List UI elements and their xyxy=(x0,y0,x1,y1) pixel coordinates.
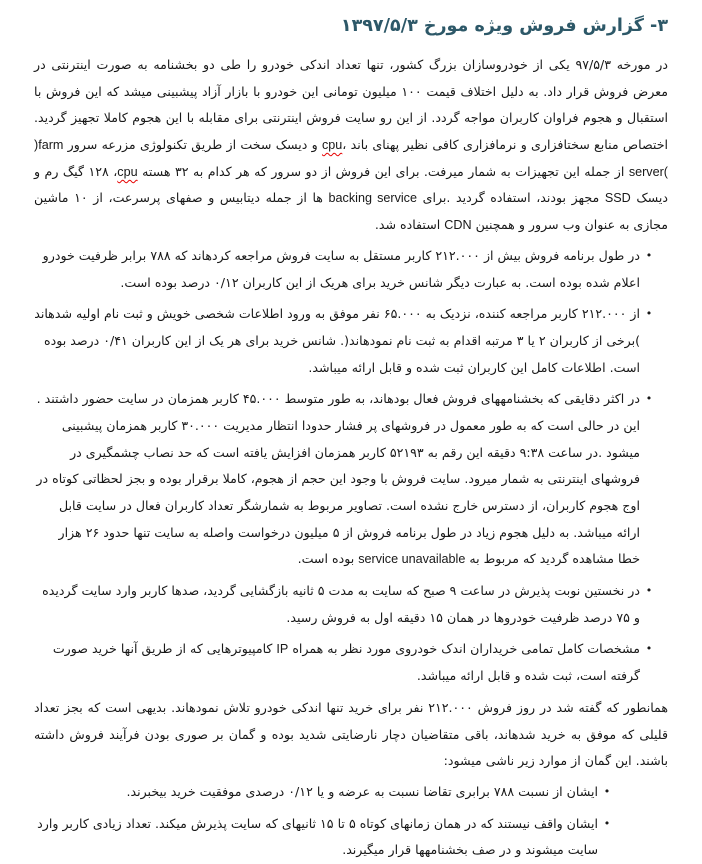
text-run: service unavailable xyxy=(358,552,466,567)
paragraph xyxy=(34,52,668,239)
bullet-text xyxy=(34,779,598,806)
list-item xyxy=(34,779,616,806)
bullet-text xyxy=(34,636,640,689)
bullet-marker: • xyxy=(603,816,611,830)
misspelled-word: cpu xyxy=(117,164,138,179)
text-run: همانطور که گفته شد در روز فروش ۲۱۲.۰۰۰ نفر برای خرید تنها اندکی خودرو تلاش نمودهاند. بدیهی است که بجز تعداد قلیلی که موفق به خرید شدهاند، باقی متقاضیان دچار نارضایتی شدید بوده و گمان بر صوری بودن فرآیند فروش داشته باشند. این گمان از موارد زیر ناشی میشود: xyxy=(34,699,668,769)
text-run: IP xyxy=(276,642,289,657)
misspelled-word: cpu xyxy=(321,138,343,153)
bullet-marker: • xyxy=(645,392,653,406)
list-item xyxy=(34,811,616,864)
text-run: CDN xyxy=(444,218,472,233)
report-title: ۳- گزارش فروش ویژه مورخ ۱۳۹۷/۵/۳ xyxy=(340,16,668,36)
text-run: از جمله این تجهیزات به شمار میرفت. برای این فروش از دو سرور که هر کدام به ۳۲ هسته xyxy=(137,163,629,179)
text-run: SSD xyxy=(604,191,631,206)
text-run: ، ۱۲۸ گیگ رم و دیسک xyxy=(34,163,669,206)
text-run: در نخستین نوبت پذیرش در ساعت ۹ صبح که سایت به مدت ۵ ثانیه بازگشایی گردید، صدها کاربر وارد سایت گردیده و ۷۵ درصد ظرفیت خودروها در همان ۱۵ دقیقه اول به فروش رسید. xyxy=(42,583,640,625)
text-run: مشخصات کامل تمامی خریداران اندک خودروی مورد نظر به همراه xyxy=(288,641,640,657)
text-run: )farm server( xyxy=(34,138,668,179)
bullet-text xyxy=(34,243,640,296)
paragraph xyxy=(34,695,668,775)
text-run: backing service xyxy=(328,191,417,206)
text-run: مجهز بودند، استفاده گردید .برای xyxy=(416,190,605,206)
list-item xyxy=(34,386,658,573)
bullet-text xyxy=(34,386,640,573)
text-run: ها از جمله دیتابیس و صفهای پرسرعت، از ۱۰ ماشین مجازی به عنوان وب سرور و همچنین xyxy=(34,190,668,233)
text-run: و دیسک سخت از طریق تکنولوژی مزرعه سرور xyxy=(63,137,322,153)
text-run: ایشان واقف نیستند که در همان زمانهای کوتاه ۵ تا ۱۵ ثانیهای که سایت پذیرش میکند. تعداد زیادی کاربر وارد سایت میشوند و در صف بخشنامهها قرار میگیرند. xyxy=(37,815,598,858)
report-body xyxy=(34,52,668,864)
text-run: در طول برنامه فروش بیش از ۲۱۲.۰۰۰ کاربر مستقل به سایت فروش مراجعه کردهاند که ۷۸۸ برابر ظرفیت خودرو اعلام شده بوده است. به عبارت دیگر شانس خرید برای هریک از این کاربران ۰/۱۲ درصد بوده است. xyxy=(42,247,640,290)
bullet-text xyxy=(34,811,598,864)
bullet-marker: • xyxy=(645,307,653,321)
bullet-text xyxy=(34,301,640,381)
list-item xyxy=(34,301,658,381)
bullet-marker: • xyxy=(603,784,611,798)
bullet-marker: • xyxy=(645,584,653,598)
text-run: استفاده شد. xyxy=(374,217,445,233)
list-item xyxy=(34,243,658,296)
text-run: در اکثر دقایقی که بخشنامههای فروش فعال بودهاند، به طور متوسط ۴۵.۰۰۰ کاربر همزمان در سایت حضور داشتند . این در حالی است که به طور معمول در فروشهای پر فشار حدودا انتظار مدیریت ۳۰.۰۰۰ کاربر همزمان پیشبینی میشود .در ساعت ۹:۳۸ دقیقه این رقم به ۵۲۱۹۳ کاربر همزمان افزایش یافته است که حد نصاب چشمگیری در فروشهای اینترنتی به شمار میرود. سایت فروش با وجود این حجم از هجوم، کاملا برقرار بوده و بجز لحظاتی کوتاه در اوج هجوم کاربران، از دسترس خارج نشده است. تصاویر مربوط به شمارشگر تعداد کاربران فعال در سایت قابل ارائه میباشد. به دلیل هجوم زیاد در طول برنامه فروش از ۵ میلیون درخواست واصله به سایت تنها حدود ۲۶ هزار خطا مشاهده گردید که مربوط به xyxy=(36,391,640,567)
text-run: بوده است. xyxy=(297,551,359,567)
list-item xyxy=(34,636,658,689)
list-item xyxy=(34,578,658,631)
bullet-marker: • xyxy=(645,248,653,262)
bullet-text xyxy=(34,578,640,631)
text-run: در مورخه ۹۷/۵/۳ یکی از خودروسازان بزرگ کشور، تنها تعداد اندکی خودرو را طی دو بخشنامه به صورت اینترنتی در معرض فروش قرار داد. به دلیل اختلاف قیمت ۱۰۰ میلیون تومانی این خودرو با بازار آزاد پیشبینی میشد که این فروش با استقبال و هجوم فراوان کاربران مواجه گردد. از این رو سایت فروش اینترنتی برای مقابله با این هجوم کاملا تجهیز گردید. اختصاص منابع سختافزاری و نرمافزاری کافی نظیر پهنای باند ، xyxy=(34,57,669,153)
text-run: کامپیوترهایی که از طریق آنها خرید صورت گرفته است، ثبت شده و قابل ارائه میباشد. xyxy=(52,641,640,684)
bullet-marker: • xyxy=(645,642,653,656)
text-run: ایشان از نسبت ۷۸۸ برابری تقاضا نسبت به عرضه و یا ۰/۱۲ درصدی موفقیت خرید بیخبرند. xyxy=(126,783,598,799)
text-run: از ۲۱۲.۰۰۰ کاربر مراجعه کننده، نزدیک به ۶۵.۰۰۰ نفر موفق به ورود اطلاعات شخصی خویش و ثبت نام اولیه شدهاند )برخی از کاربران ۲ یا ۳ مرتبه اقدام به ثبت نام نمودهاند(. شانس خرید برای هر یک از این کاربران ۰/۴۱ درصد بوده است. اطلاعات کامل این کاربران ثبت شده و قابل ارائه میباشد. xyxy=(34,306,640,375)
